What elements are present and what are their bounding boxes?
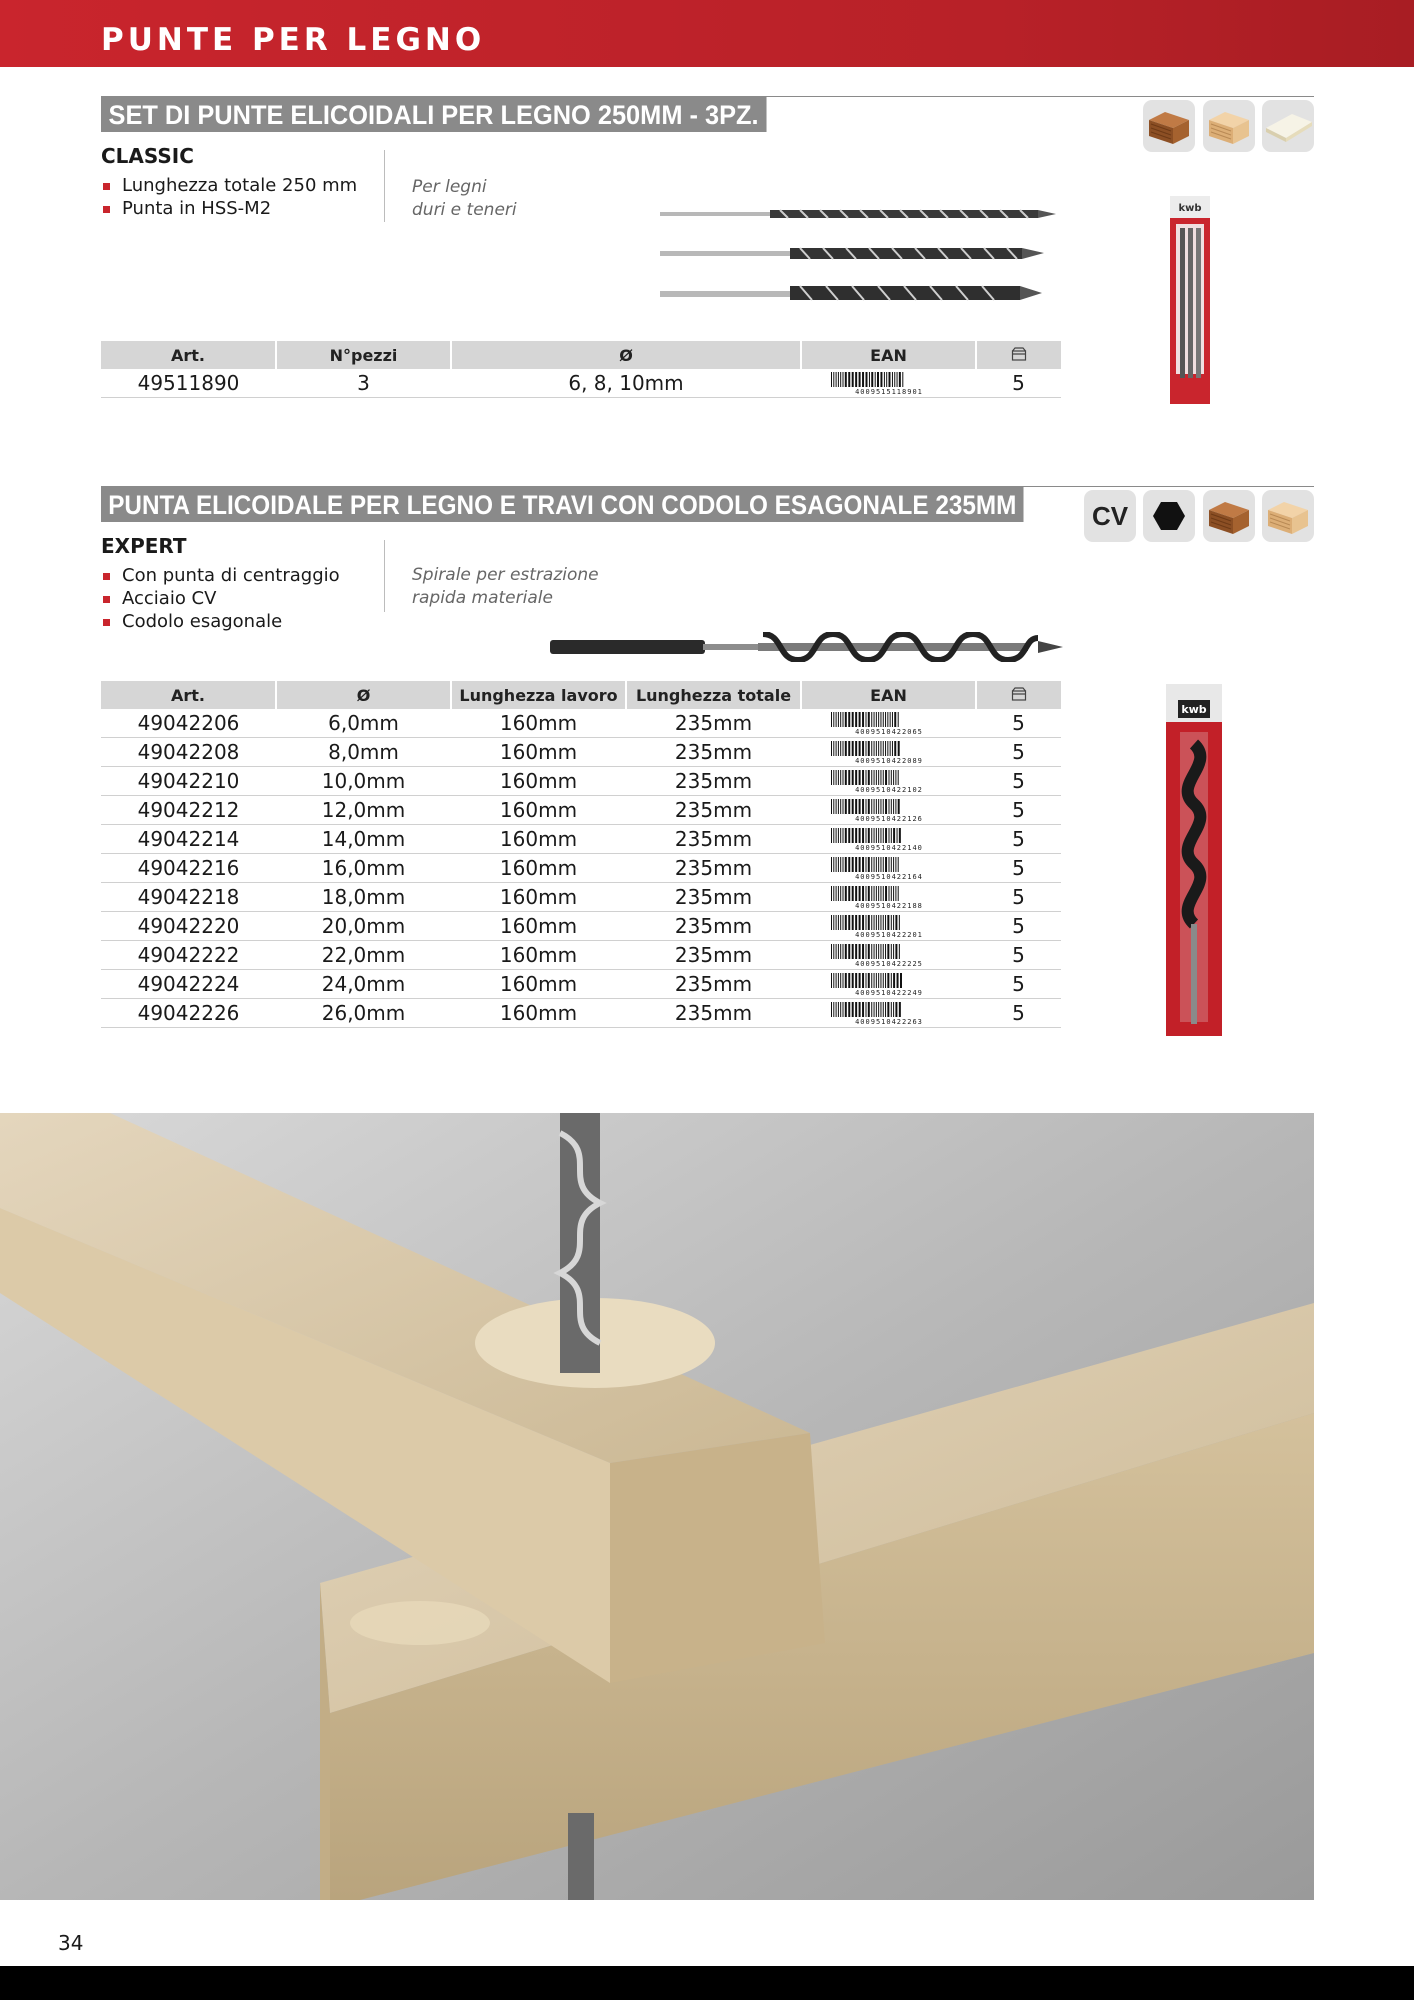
panel-board-icon: [1262, 100, 1314, 152]
svg-text:4009515118901: 4009515118901: [854, 388, 923, 395]
svg-text:4009510422263: 4009510422263: [854, 1018, 923, 1025]
header-band: [0, 0, 1414, 67]
table-row: 49042212 12,0mm 160mm 235mm 4009510422126 5: [101, 796, 1061, 825]
svg-text:4009510422188: 4009510422188: [854, 902, 923, 909]
feature-item: Punta in HSS-M2: [101, 197, 357, 220]
barcode-icon: [829, 371, 949, 395]
svg-text:4009510422164: 4009510422164: [854, 873, 923, 880]
section2-package-image: [1166, 684, 1222, 1036]
cell-ean: [801, 369, 976, 398]
table-row: 49042218 18,0mm 160mm 235mm 4009510422188 5: [101, 883, 1061, 912]
barcode-icon: [829, 769, 949, 793]
svg-text:4009510422140: 4009510422140: [854, 844, 923, 851]
cv-steel-badge: CV: [1084, 490, 1136, 542]
col-pieces: N°pezzi: [276, 341, 451, 369]
col-work-length: Lunghezza lavoro: [451, 681, 626, 709]
svg-text:4009510422225: 4009510422225: [854, 960, 923, 967]
svg-text:4009510422089: 4009510422089: [854, 757, 923, 764]
svg-text:kwb: kwb: [1181, 703, 1207, 716]
softwood-icon: [1203, 100, 1255, 152]
hexagon-shank-icon: [1143, 490, 1195, 542]
page-number: 34: [58, 1931, 84, 1955]
svg-text:4009510422201: 4009510422201: [854, 931, 923, 938]
barcode-icon: [829, 943, 949, 967]
table-row: 49042226 26,0mm 160mm 235mm 4009510422263 5: [101, 999, 1061, 1028]
svg-text:4009510422065: 4009510422065: [854, 728, 923, 735]
col-diameter: Ø: [276, 681, 451, 709]
section2-grade: EXPERT: [101, 534, 187, 558]
section1-table: [101, 341, 1061, 398]
softwood-icon: [1262, 490, 1314, 542]
table-row: 49042220 20,0mm 160mm 235mm 4009510422201 5: [101, 912, 1061, 941]
table-row: 49042206 6,0mm 160mm 235mm 4009510422065 5: [101, 709, 1061, 738]
drill-bits-set-image: [660, 200, 1060, 310]
barcode-icon: [829, 827, 949, 851]
barcode-icon: [829, 914, 949, 938]
feature-item: Acciaio CV: [101, 587, 340, 610]
col-ean: EAN: [801, 341, 976, 369]
section1-grade: CLASSIC: [101, 144, 194, 168]
table-row: 49042222 22,0mm 160mm 235mm 4009510422225 5: [101, 941, 1061, 970]
feature-item: Con punta di centraggio: [101, 564, 340, 587]
feature-item: Codolo esagonale: [101, 610, 340, 633]
section1-note: Per legni duri e teneri: [412, 177, 517, 220]
section1-features: [101, 174, 357, 220]
table-row: 49042224 24,0mm 160mm 235mm 4009510422249 5: [101, 970, 1061, 999]
wood-drilling-photo: [0, 1113, 1314, 1900]
barcode-icon: [829, 885, 949, 909]
svg-text:4009510422126: 4009510422126: [854, 815, 923, 822]
footer-band: [0, 1966, 1414, 2000]
section2-note: Spirale per estrazione rapida materiale: [412, 565, 599, 608]
barcode-icon: [829, 972, 949, 996]
col-art: Art.: [101, 681, 276, 709]
section2-table: [101, 681, 1061, 1028]
barcode-icon: [829, 798, 949, 822]
package-icon: [976, 681, 1061, 709]
table-row: 49042214 14,0mm 160mm 235mm 4009510422140 5: [101, 825, 1061, 854]
barcode-icon: [829, 1001, 949, 1025]
hardwood-icon: [1203, 490, 1255, 542]
col-art: Art.: [101, 341, 276, 369]
table-row: [101, 369, 1061, 398]
section2-title: PUNTA ELICOIDALE PER LEGNO E TRAVI CON CODOLO ESAGONALE 235MM: [101, 487, 1024, 522]
page-header-title: PUNTE PER LEGNO: [101, 22, 486, 58]
col-total-length: Lunghezza totale: [626, 681, 801, 709]
package-icon: [976, 341, 1061, 369]
table-row: 49042210 10,0mm 160mm 235mm 4009510422102 5: [101, 767, 1061, 796]
svg-text:4009510422249: 4009510422249: [854, 989, 923, 996]
barcode-icon: [829, 711, 949, 735]
table-row: 49042216 16,0mm 160mm 235mm 4009510422164 5: [101, 854, 1061, 883]
section2-features: [101, 564, 340, 633]
section1-title: SET DI PUNTE ELICOIDALI PER LEGNO 250MM - 3PZ.: [101, 97, 766, 132]
section2-divider: [384, 540, 385, 612]
table-header-row: [101, 341, 1061, 369]
barcode-icon: [829, 856, 949, 880]
table-row: 49042208 8,0mm 160mm 235mm 4009510422089 5: [101, 738, 1061, 767]
barcode-icon: [829, 740, 949, 764]
col-diameter: Ø: [451, 341, 801, 369]
feature-item: Lunghezza totale 250 mm: [101, 174, 357, 197]
cell-art: 49511890: [101, 369, 276, 398]
cell-pieces: 3: [276, 369, 451, 398]
cell-pack: 5: [976, 369, 1061, 398]
col-ean: EAN: [801, 681, 976, 709]
section1-package-image: [1168, 196, 1212, 404]
auger-bit-image: [548, 632, 1068, 662]
svg-text:4009510422102: 4009510422102: [854, 786, 923, 793]
svg-text:kwb: kwb: [1178, 203, 1202, 214]
cell-diameter: 6, 8, 10mm: [451, 369, 801, 398]
hardwood-icon: [1143, 100, 1195, 152]
table-header-row: [101, 681, 1061, 709]
section1-divider: [384, 150, 385, 222]
